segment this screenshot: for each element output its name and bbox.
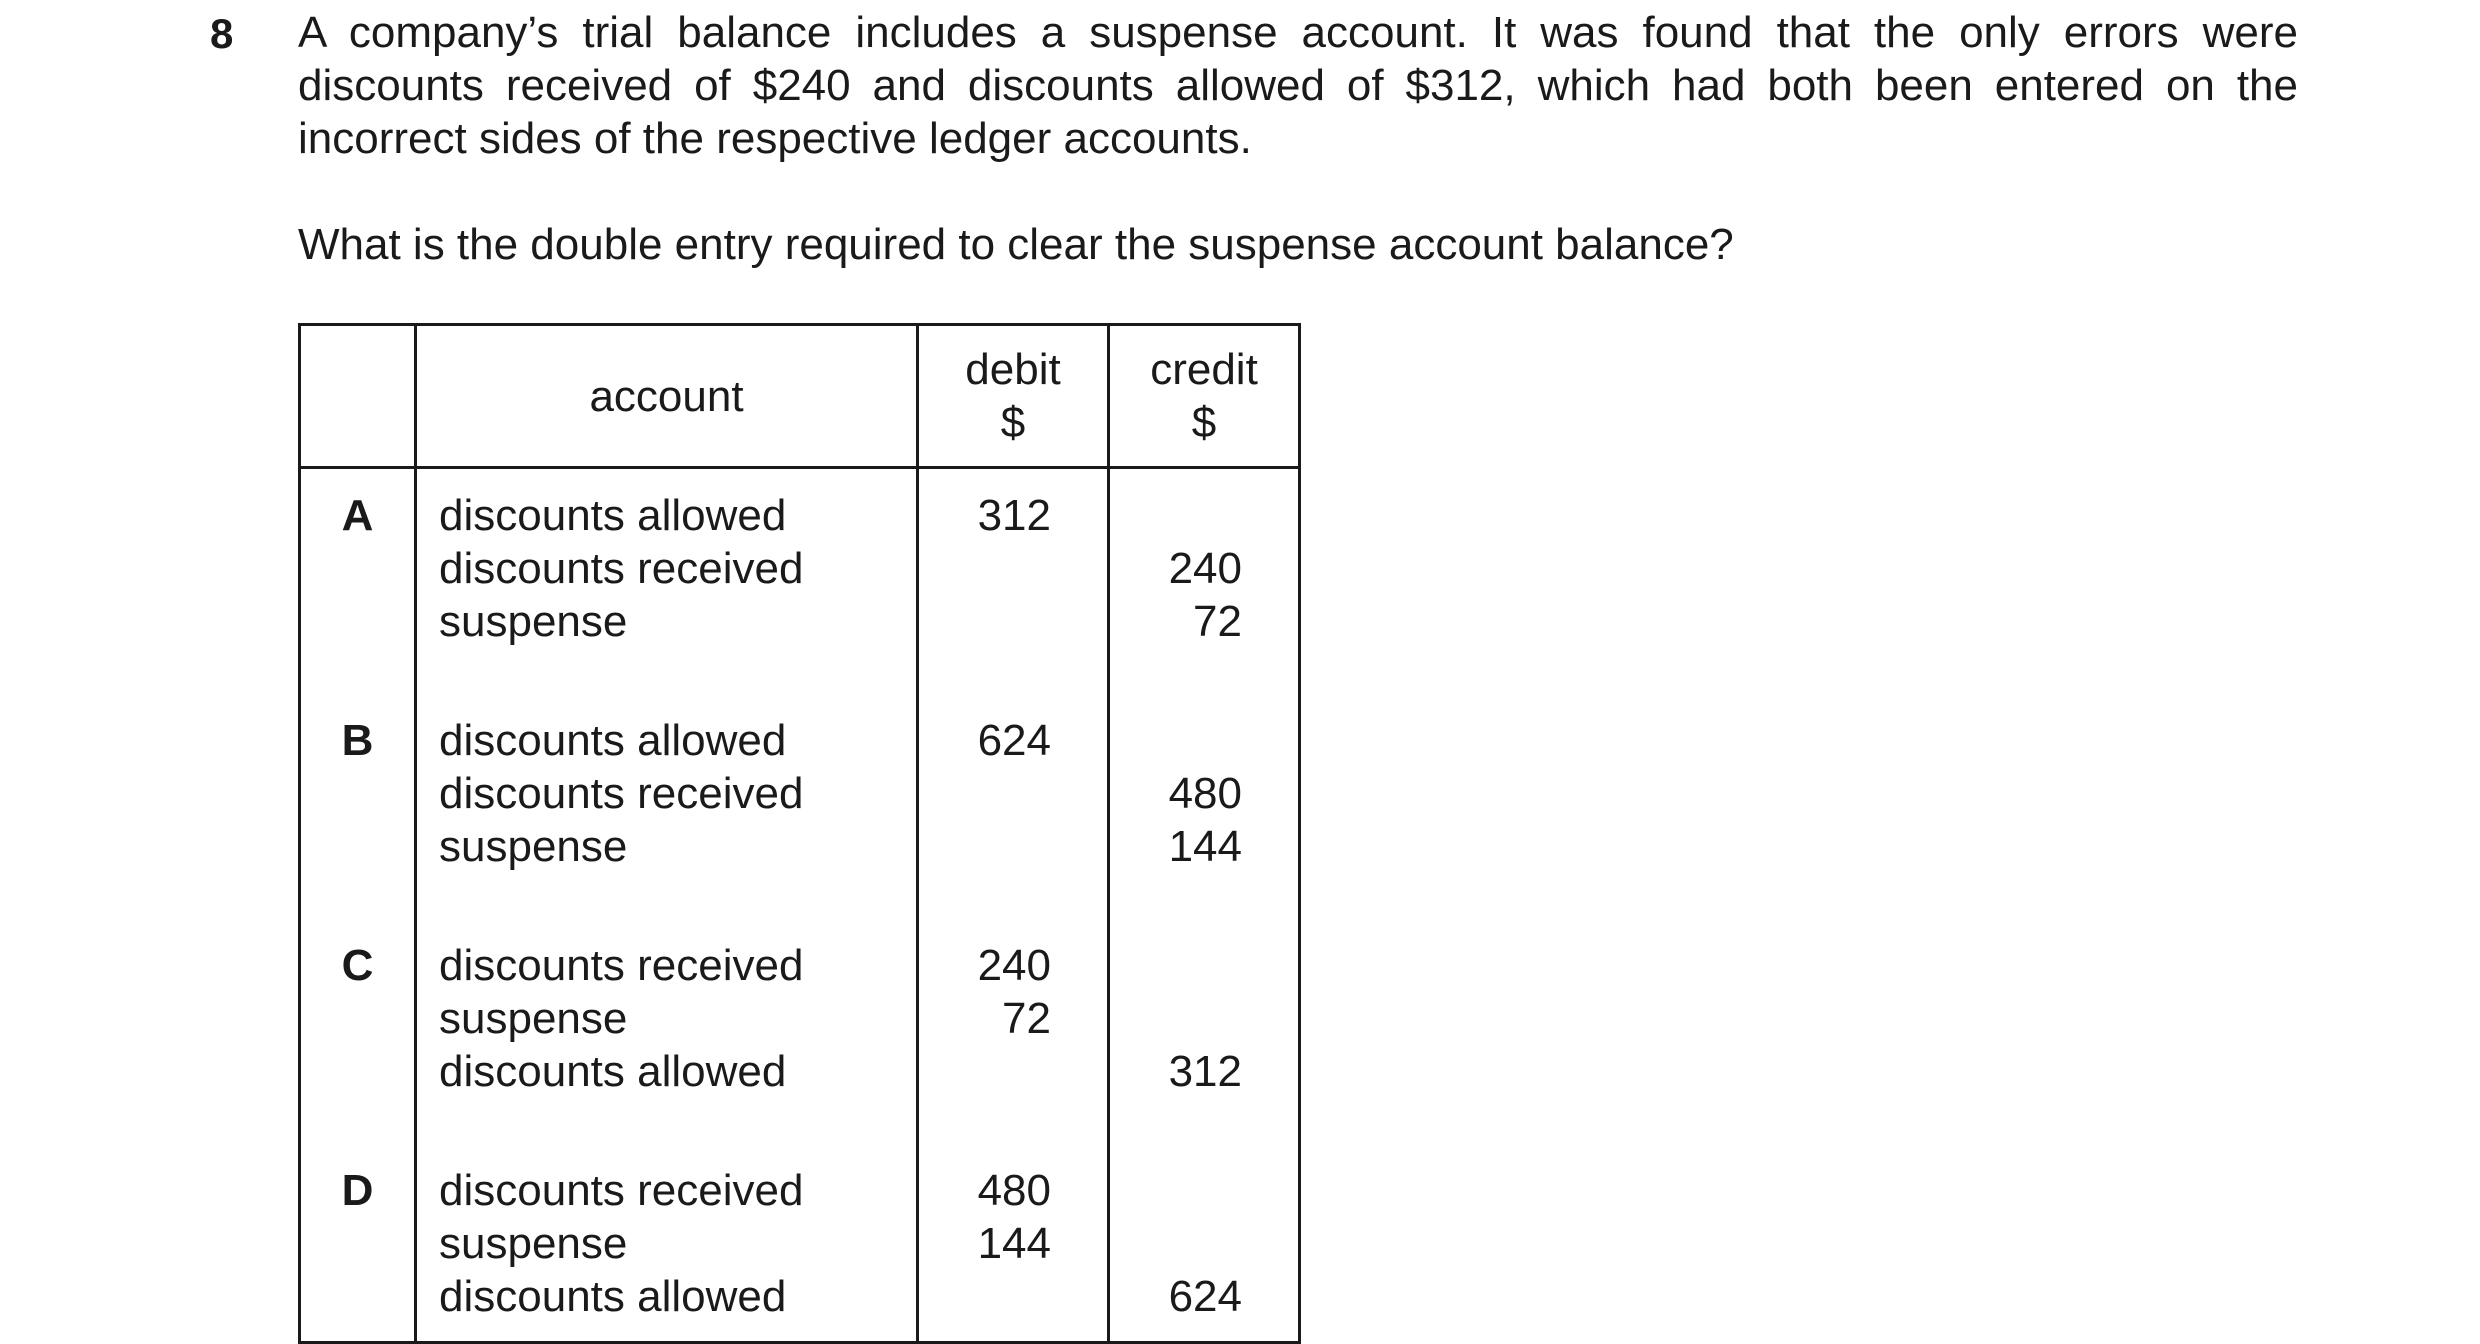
option-letter: A [300, 468, 416, 691]
credit-amount: 312 [1168, 1047, 1242, 1096]
account-name: discounts received [439, 1166, 804, 1215]
account-name: discounts received [439, 941, 804, 990]
debit-amount [919, 595, 1051, 648]
account-name: discounts received [439, 769, 804, 818]
header-letter-cell [300, 325, 416, 468]
debit-amount: 312 [977, 491, 1051, 540]
option-row-d[interactable] [300, 1140, 1300, 1343]
credit-amount [1110, 939, 1242, 992]
option-credits [1109, 915, 1300, 1140]
debit-amount: 240 [977, 941, 1051, 990]
account-name: suspense [439, 822, 628, 871]
credit-amount [1110, 992, 1242, 1045]
question-text: A company’s trial balance includes a suspense account. It was found that the only errors were discounts received of $240 and discounts allowed of $312, which had both been entered on the incorrect sides of the respective ledger accounts. [298, 8, 2298, 163]
option-row-a[interactable] [300, 468, 1300, 691]
debit-amount [919, 1045, 1051, 1098]
credit-amount [1110, 1217, 1242, 1270]
debit-amount: 144 [977, 1219, 1051, 1268]
option-debits [918, 468, 1109, 691]
option-credits [1109, 468, 1300, 691]
account-name: discounts allowed [439, 1047, 787, 1096]
option-accounts [416, 690, 918, 915]
option-debits [918, 1140, 1109, 1343]
debit-amount: 624 [977, 716, 1051, 765]
account-name: discounts allowed [439, 716, 787, 765]
option-credits [1109, 1140, 1300, 1343]
option-letter: B [300, 690, 416, 915]
option-debits [918, 915, 1109, 1140]
question-prompt: What is the double entry required to clear the suspense account balance? [298, 220, 1734, 269]
debit-amount: 480 [977, 1166, 1051, 1215]
credit-amount [1110, 489, 1242, 542]
credit-amount [1110, 1164, 1242, 1217]
account-name: suspense [439, 1219, 628, 1268]
header-credit [1109, 325, 1300, 468]
debit-amount [919, 1270, 1051, 1323]
header-credit-unit: $ [1191, 398, 1217, 447]
option-accounts [416, 915, 918, 1140]
account-name: discounts received [439, 544, 804, 593]
option-letter: D [300, 1140, 416, 1343]
account-name: discounts allowed [439, 491, 787, 540]
option-debits [918, 690, 1109, 915]
account-name: discounts allowed [439, 1272, 787, 1321]
account-name: suspense [439, 597, 628, 646]
header-debit [918, 325, 1109, 468]
account-name: suspense [439, 994, 628, 1043]
credit-amount: 144 [1168, 822, 1242, 871]
debit-amount [919, 542, 1051, 595]
question-number: 8 [210, 10, 234, 57]
header-account: account [416, 325, 918, 468]
header-credit-label: credit [1150, 345, 1258, 394]
header-debit-unit: $ [1000, 398, 1026, 447]
option-row-c[interactable] [300, 915, 1300, 1140]
credit-amount: 240 [1168, 544, 1242, 593]
option-accounts [416, 1140, 918, 1343]
debit-amount [919, 767, 1051, 820]
credit-amount [1110, 714, 1242, 767]
table-header-row [300, 325, 1300, 468]
option-letter: C [300, 915, 416, 1140]
credit-amount: 72 [1193, 597, 1242, 646]
option-accounts [416, 468, 918, 691]
debit-amount: 72 [1002, 994, 1051, 1043]
credit-amount: 624 [1168, 1272, 1242, 1321]
option-row-b[interactable] [300, 690, 1300, 915]
answer-table [298, 323, 1301, 1344]
credit-amount: 480 [1168, 769, 1242, 818]
option-credits [1109, 690, 1300, 915]
header-debit-label: debit [965, 345, 1061, 394]
debit-amount [919, 820, 1051, 873]
